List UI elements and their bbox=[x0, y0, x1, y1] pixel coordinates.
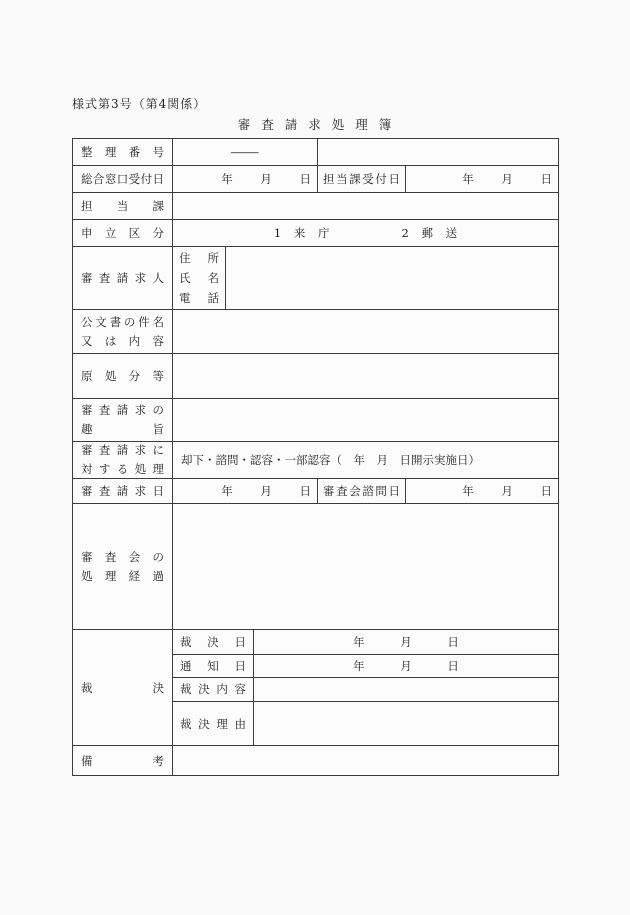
claim-date-value-cell bbox=[173, 479, 318, 503]
remarks-value-cell bbox=[173, 746, 558, 775]
claimant-label: 審査請求人 bbox=[81, 271, 164, 285]
row-adjudication bbox=[73, 629, 558, 745]
notification-date-value: 年 月 日 bbox=[353, 659, 459, 674]
board-referral-date-value: 年 月 日 bbox=[462, 484, 552, 498]
application-type-option-visit: 1 来 庁 bbox=[273, 226, 330, 240]
page-title: 審査請求処理簿 bbox=[237, 117, 403, 132]
board-progress-value-cell bbox=[173, 504, 558, 629]
document-subject-label-cell bbox=[73, 310, 173, 353]
adjudication-date-value-cell bbox=[254, 630, 558, 654]
board-progress-label-cell bbox=[73, 504, 173, 629]
adjudication-reason-label-cell bbox=[173, 702, 254, 745]
board-progress-label-line1: 審査会の bbox=[81, 549, 164, 564]
board-progress-label-line2: 処理経過 bbox=[81, 568, 164, 583]
claimant-value-cell bbox=[226, 247, 558, 309]
application-type-label: 申立区分 bbox=[81, 226, 164, 240]
adjudication-date-value: 年 月 日 bbox=[353, 635, 459, 650]
adjudication-date-label: 裁決日 bbox=[180, 635, 246, 650]
claim-handling-label-cell bbox=[73, 442, 173, 478]
form-number: 様式第3号（第4関係） bbox=[72, 97, 207, 111]
original-disposition-value-cell bbox=[173, 354, 558, 398]
document-subject-label-line2: 又は内容 bbox=[81, 333, 164, 348]
claim-handling-label-line1: 審査請求に bbox=[81, 443, 164, 457]
row-board-progress bbox=[73, 503, 558, 629]
general-desk-date-label: 総合窓口受付日 bbox=[81, 172, 164, 186]
row-claim-purport bbox=[73, 398, 558, 441]
row-serial-number bbox=[73, 139, 558, 165]
application-type-option-mail: 2 郵 送 bbox=[401, 226, 458, 240]
claim-handling-options: 却下・諮問・認容・一部認容（ 年 月 日開示実施日） bbox=[181, 452, 480, 467]
notification-date-label: 通知日 bbox=[180, 659, 246, 674]
claim-handling-label-line2: 対する処理 bbox=[81, 462, 164, 476]
adjudication-reason-value-cell bbox=[254, 702, 558, 745]
row-claim-dates bbox=[73, 478, 558, 503]
application-type-label-cell bbox=[73, 220, 173, 246]
notification-date-label-cell bbox=[173, 655, 254, 676]
row-document-subject bbox=[73, 309, 558, 353]
claim-date-value: 年 月 日 bbox=[221, 484, 311, 498]
claimant-address-label: 住所 bbox=[179, 251, 219, 265]
row-claimant bbox=[73, 246, 558, 309]
adjudication-subtable bbox=[173, 630, 558, 745]
row-charge-section bbox=[73, 192, 558, 219]
row-reception-dates bbox=[73, 165, 558, 192]
charge-section-label: 担当課 bbox=[81, 199, 164, 213]
claim-purport-label-line1: 審査請求の bbox=[81, 403, 164, 417]
board-referral-date-label-cell bbox=[318, 479, 406, 503]
claim-date-label: 審査請求日 bbox=[81, 484, 164, 498]
row-original-disposition bbox=[73, 353, 558, 398]
notification-date-value-cell bbox=[254, 655, 558, 676]
adjudication-label-cell bbox=[73, 630, 173, 745]
adjudication-date-label-cell bbox=[173, 630, 254, 654]
original-disposition-label: 原処分等 bbox=[81, 369, 164, 383]
adjudication-reason-row bbox=[173, 701, 558, 745]
charge-section-date-value-cell bbox=[406, 166, 558, 192]
claimant-label-cell bbox=[73, 247, 173, 309]
charge-section-label-cell bbox=[73, 193, 173, 219]
charge-section-date-value: 年 月 日 bbox=[462, 172, 552, 186]
charge-section-date-label-cell bbox=[318, 166, 406, 192]
general-desk-date-label-cell bbox=[73, 166, 173, 192]
row-claim-handling bbox=[73, 441, 558, 478]
adjudication-content-row bbox=[173, 677, 558, 701]
serial-number-label-cell bbox=[73, 139, 173, 165]
adjudication-reason-label: 裁決理由 bbox=[180, 716, 246, 731]
remarks-label-cell bbox=[73, 746, 173, 775]
charge-section-value-cell bbox=[173, 193, 558, 219]
charge-section-date-label: 担当課受付日 bbox=[323, 172, 400, 186]
row-application-type bbox=[73, 219, 558, 246]
adjudication-content-value-cell bbox=[254, 678, 558, 701]
document-subject-value-cell bbox=[173, 310, 558, 353]
claim-purport-label-line2: 趣旨 bbox=[81, 422, 164, 436]
serial-number-dash: ― bbox=[231, 145, 259, 159]
row-remarks bbox=[73, 745, 558, 775]
claimant-phone-label: 電話 bbox=[179, 291, 219, 305]
adjudication-date-row bbox=[173, 630, 558, 654]
notification-date-row bbox=[173, 654, 558, 676]
claim-purport-value-cell bbox=[173, 399, 558, 441]
board-referral-date-value-cell bbox=[406, 479, 558, 503]
remarks-label: 備考 bbox=[81, 753, 164, 768]
general-desk-date-value: 年 月 日 bbox=[221, 172, 311, 186]
serial-number-empty-cell bbox=[318, 139, 558, 165]
adjudication-label: 裁決 bbox=[81, 680, 164, 695]
adjudication-content-label: 裁決内容 bbox=[180, 682, 246, 697]
adjudication-content-label-cell bbox=[173, 678, 254, 701]
claimant-name-label: 氏名 bbox=[179, 271, 219, 285]
original-disposition-label-cell bbox=[73, 354, 173, 398]
application-type-options-cell bbox=[173, 220, 558, 246]
board-referral-date-label: 審査会諮問日 bbox=[323, 484, 400, 498]
serial-number-label: 整理番号 bbox=[81, 145, 164, 159]
form-table bbox=[72, 138, 559, 776]
claim-purport-label-cell bbox=[73, 399, 173, 441]
claimant-sublabels-cell bbox=[173, 247, 226, 309]
general-desk-date-value-cell bbox=[173, 166, 318, 192]
document-subject-label-line1: 公文書の件名 bbox=[81, 314, 164, 329]
serial-number-value-cell bbox=[173, 139, 318, 165]
claim-date-label-cell bbox=[73, 479, 173, 503]
claim-handling-value-cell bbox=[173, 442, 558, 478]
